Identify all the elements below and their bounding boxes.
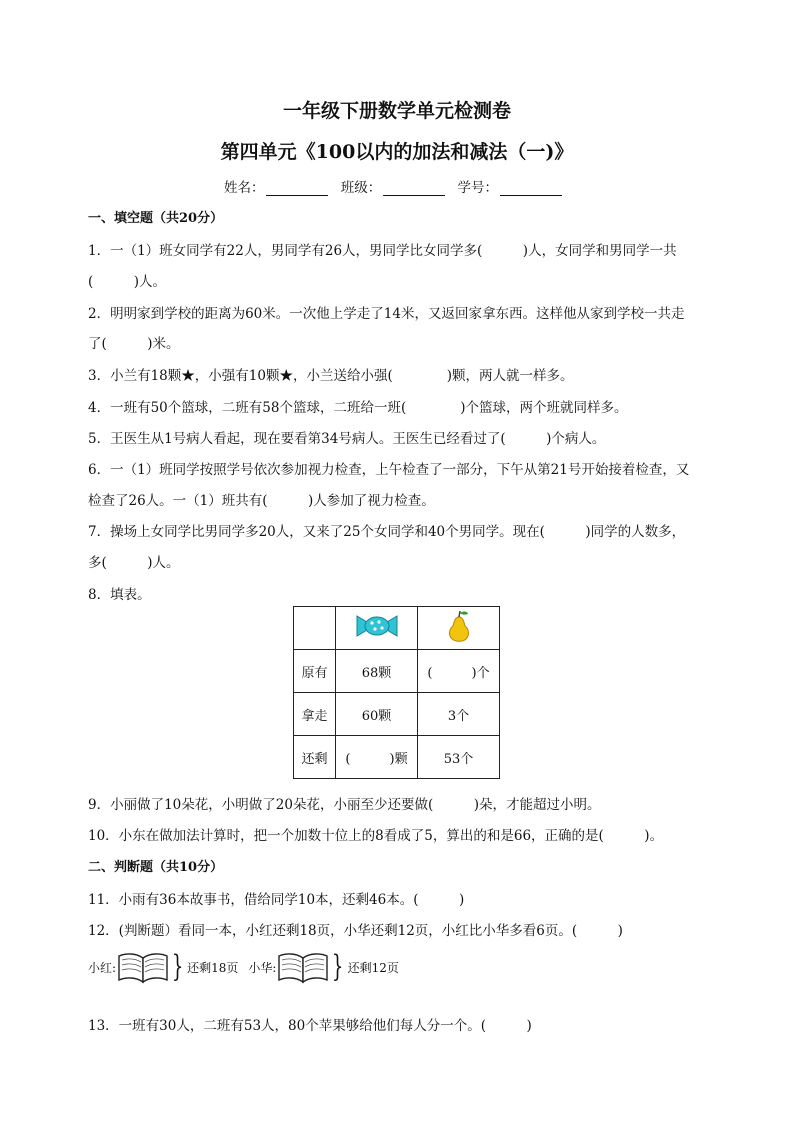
brace-right: } [332, 949, 344, 984]
table-cell-blank[interactable]: ( )个 [418, 650, 500, 693]
id-blank[interactable] [500, 182, 562, 196]
question-2-line-1: 2．明明家到学校的距离为60米。一次他上学走了14米，又返回家拿东西。这样他从家到学校一共走 [88, 306, 685, 322]
open-book-icon [276, 950, 330, 984]
question-12-illustration [88, 950, 399, 984]
question-7-line-1: 7．操场上女同学比男同学多20人，又来了25个女同学和40个男同学。现在( )同学的人数多， [88, 524, 686, 540]
open-book-icon [116, 950, 170, 984]
name-blank[interactable] [266, 182, 328, 196]
question-13: 13．一班有30人，二班有53人，80个苹果够给他们每人分一个。( ) [88, 1018, 532, 1034]
student-info [0, 176, 794, 196]
table-row-label: 拿走 [294, 693, 336, 736]
question-7-line-2: 多( )人。 [88, 555, 180, 571]
fill-table [293, 606, 500, 779]
id-label: 学号： [457, 180, 499, 196]
table-row-label: 还剩 [294, 736, 336, 779]
question-1-line-1: 1．一（1）班女同学有22人，男同学有26人，男同学比女同学多( )人，女同学和男同学一共 [88, 243, 677, 259]
section2-heading: 二、判断题（共10分） [88, 860, 224, 875]
question-4: 4．一班有50个篮球，二班有58个篮球，二班给一班( )个篮球，两个班就同样多。 [88, 400, 628, 416]
book-right-label: 小华: [248, 960, 277, 975]
question-8: 8．填表。 [88, 587, 151, 603]
question-10: 10．小东在做加法计算时，把一个加数十位上的8看成了5，算出的和是66，正确的是( )。 [88, 828, 664, 844]
section1-heading: 一、填空题（共20分） [88, 211, 224, 226]
table-cell: 3个 [418, 693, 500, 736]
book-left-text: 还剩18页 [187, 960, 239, 975]
book-left-label: 小红: [88, 960, 117, 975]
page-title: 一年级下册数学单元检测卷 [282, 100, 511, 122]
class-label: 班级： [340, 180, 382, 196]
table-corner [294, 607, 336, 650]
pear-icon [444, 609, 474, 643]
question-3: 3．小兰有18颗★，小强有10颗★，小兰送给小强( )颗，两人就一样多。 [88, 368, 574, 384]
candy-icon [355, 612, 399, 640]
question-6-line-2: 检查了26人。一（1）班共有( )人参加了视力检查。 [88, 493, 435, 509]
page-subtitle: 第四单元《100以内的加法和减法（一)》 [220, 141, 574, 163]
class-blank[interactable] [383, 182, 445, 196]
table-col-pear [418, 607, 500, 650]
table-col-candy [336, 607, 418, 650]
question-6-line-1: 6．一（1）班同学按照学号依次参加视力检查，上午检查了一部分，下午从第21号开始接着检查，又 [88, 462, 690, 478]
question-9: 9．小丽做了10朵花，小明做了20朵花，小丽至少还要做( )朵，才能超过小明。 [88, 797, 601, 813]
book-right-text: 还剩12页 [347, 960, 399, 975]
brace-left: } [171, 949, 184, 984]
question-12: 12．(判断题）看同一本，小红还剩18页，小华还剩12页，小红比小华多看6页。( ) [88, 923, 623, 939]
question-1-line-2: ( )人。 [88, 274, 167, 290]
question-11: 11．小雨有36本故事书，借给同学10本，还剩46本。( ) [88, 892, 465, 908]
table-cell-blank[interactable]: ( )颗 [336, 736, 418, 779]
table-row-label: 原有 [294, 650, 336, 693]
table-cell: 68颗 [336, 650, 418, 693]
table-cell: 60颗 [336, 693, 418, 736]
question-5: 5．王医生从1号病人看起，现在要看第34号病人。王医生已经看过了( )个病人。 [88, 431, 606, 447]
question-2-line-2: 了( )米。 [88, 336, 180, 352]
table-cell: 53个 [418, 736, 500, 779]
name-label: 姓名： [223, 180, 265, 196]
